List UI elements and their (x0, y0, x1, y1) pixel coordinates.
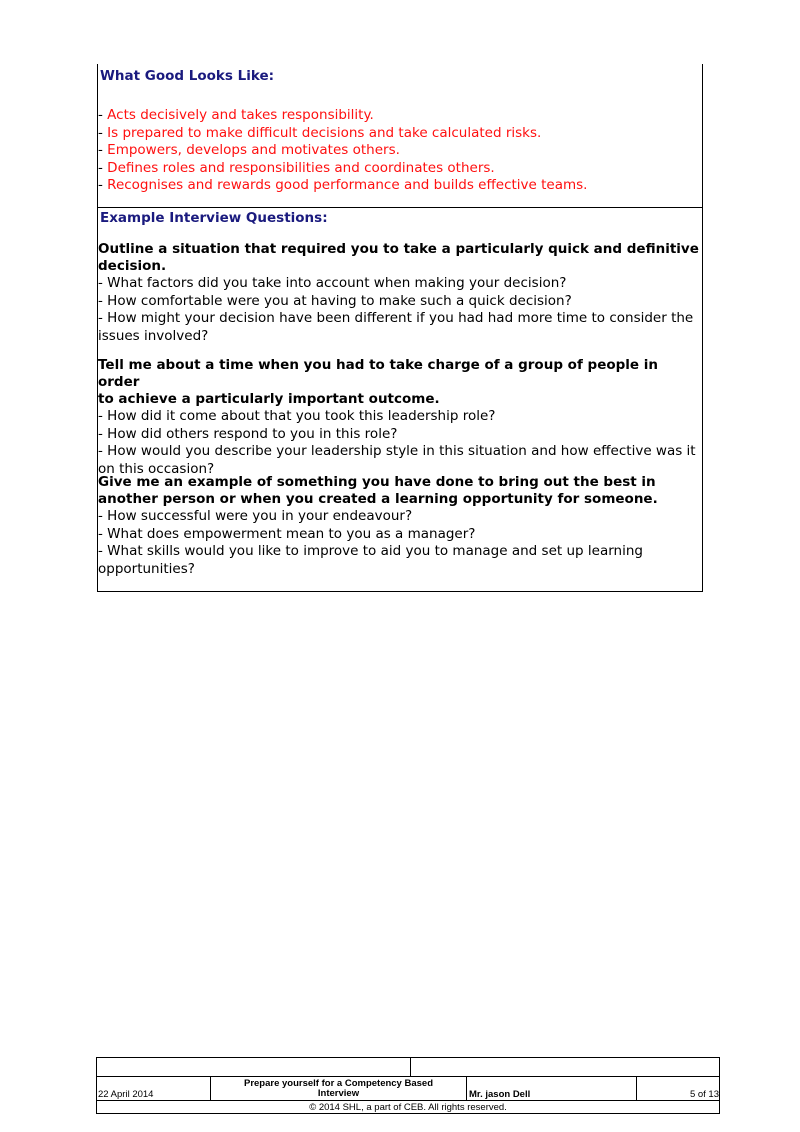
question-prompt: - What factors did you take into account when making your decision? (98, 275, 567, 291)
question-prompt: - How would you describe your leadership style in this situation and how effective was it (98, 443, 696, 459)
what-good-looks-like-title: What Good Looks Like: (100, 68, 275, 84)
question-prompt: - How did it come about that you took this leadership role? (98, 408, 496, 424)
question-prompt: - What does empowerment mean to you as a manager? (98, 525, 476, 542)
good-item: - Acts decisively and takes responsibility. (98, 107, 374, 123)
good-item: - Defines roles and responsibilities and coordinates others. (98, 159, 495, 176)
question-prompt: - How might your decision have been different if you had had more time to consider the (98, 310, 694, 326)
question-prompt: - How did others respond to you in this role? (98, 425, 398, 442)
footer-divider (410, 1058, 411, 1077)
question-block (98, 357, 702, 478)
interview-questions-title: Example Interview Questions: (100, 210, 328, 226)
question-prompt: issues involved? (98, 327, 209, 344)
question-heading: another person or when you created a learning opportunity for someone. (98, 491, 658, 507)
question-heading: decision. (98, 258, 167, 274)
good-item: - Is prepared to make difficult decisions and take calculated risks. (98, 124, 542, 141)
question-heading: Give me an example of something you have done to bring out the best in (98, 474, 656, 490)
question-block (98, 474, 702, 578)
content-box (97, 64, 703, 592)
question-block (98, 241, 702, 345)
footer-page-number: 5 of 13 (636, 1077, 719, 1101)
good-item: - Empowers, develops and motivates others. (98, 142, 400, 158)
footer-info-row (97, 1077, 719, 1101)
footer-author: Mr. jason Dell (466, 1077, 636, 1101)
good-item: - Recognises and rewards good performance and builds effective teams. (98, 177, 588, 193)
question-prompt: opportunities? (98, 560, 195, 577)
question-prompt: - How comfortable were you at having to make such a quick decision? (98, 292, 572, 309)
footer-date: 22 April 2014 (98, 1089, 154, 1100)
footer-copyright: © 2014 SHL, a part of CEB. All rights reserved. (309, 1102, 507, 1113)
question-heading: to achieve a particularly important outcome. (98, 391, 440, 407)
footer-empty-row (97, 1058, 719, 1077)
question-prompt: on this occasion? (98, 460, 215, 477)
what-good-looks-like-section (98, 64, 702, 208)
question-prompt: - What skills would you like to improve to aid you to manage and set up learning (98, 543, 643, 559)
question-prompt: - How successful were you in your endeavour? (98, 508, 413, 524)
good-behaviours-list (98, 107, 702, 195)
question-heading: Outline a situation that required you to take a particularly quick and definitive (98, 241, 699, 257)
footer-document-title: Prepare yourself for a Competency Based Interview (210, 1077, 466, 1101)
page-footer (96, 1057, 720, 1114)
question-heading: Tell me about a time when you had to take charge of a group of people in order (98, 357, 659, 390)
